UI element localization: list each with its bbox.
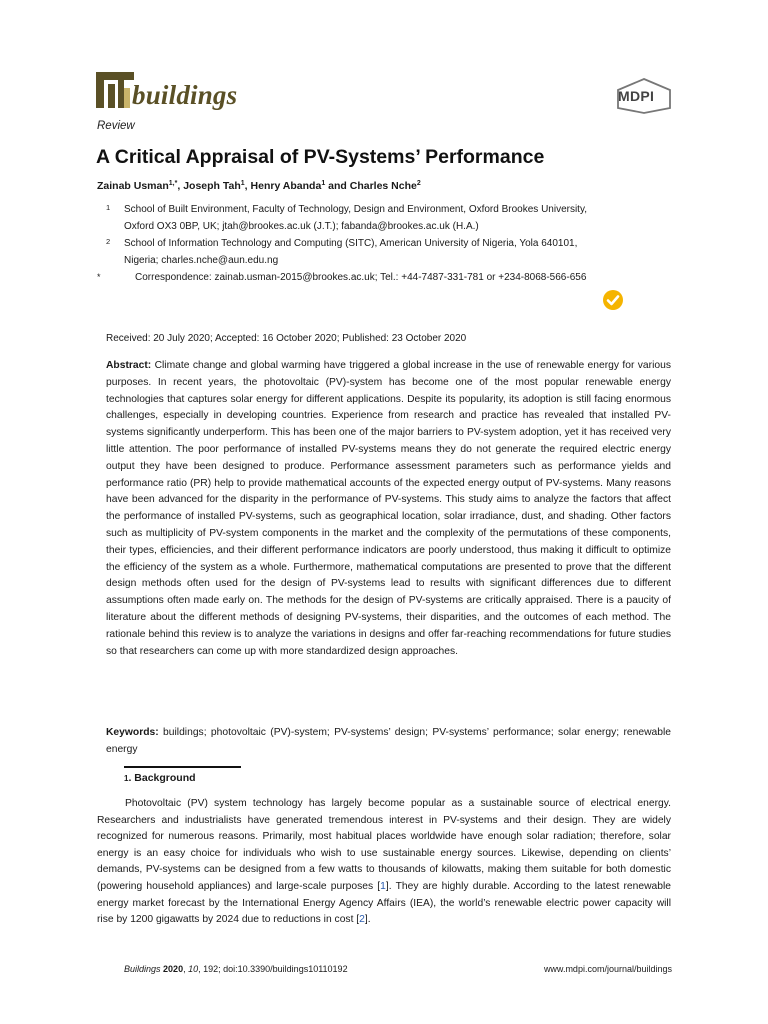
- author-affiliation-marker: 2: [416, 180, 421, 187]
- footer-journal: Buildings: [124, 964, 161, 974]
- section-number: 1: [124, 774, 129, 783]
- paper-title: A Critical Appraisal of PV-Systems’ Performance: [96, 146, 545, 168]
- publisher-name: MDPI: [618, 88, 655, 104]
- author-affiliation-marker: 1,*: [168, 180, 178, 187]
- affiliation-line: School of Built Environment, Faculty of Technology, Design and Environment, Oxford Brookes University,: [124, 204, 587, 215]
- correspondence-marker: *: [97, 272, 101, 282]
- abstract-text: Climate change and global warming have triggered a global increase in the use of renewable energy for various purposes. In recent years, the photovoltaic (PV)-system has become one of the most popular renewable energy technologies that captures solar energy for different applications. Despite its popularity, its adoption is still facing enormous challenges, especially in developing countries. Experience from research and practice has revealed that installed PV-systems significantly underperform. This has been one of the major barriers to PV-system adoption, yet it has received very little attention. The poor performance of installed PV-systems means they do not generate the required electric energy output they have been designed to produce. Performance assessment parameters such as performance yields and performance ratio (PR) help to provide mathematical accounts of the expected energy output of PV-systems. Many reasons have been advanced for the disparity in the performance of PV-systems. This study aims to analyze the factors that affect the performance of installed PV-systems, such as geographical location, solar irradiance, dust, and shading. Other factors such as multiplicity of PV-system components in the market and the complexity of the permutations of these components, their types, efficiencies, and their different performance indicators are poorly understood, thus making it difficult to optimize the efficiency of the system as a whole. Furthermore, mathematical computations are presented to prove that the different design methods often used for the design of PV-systems lead to results with significant differences due to different assumptions often made early on. The methods for the design of PV-systems are critically appraised. There is a paucity of literature about the different methods of designing PV-systems, their disparities, and the outcomes of each method. The rationale behind this review is to analyze the variations in designs and offer far-reaching recommendations for future studies so that researchers can come up with more standardized design approaches.: [106, 360, 671, 657]
- section-heading: [124, 772, 196, 784]
- footer-volume: 10: [188, 964, 199, 974]
- keywords: [106, 725, 671, 759]
- author-separator: ,: [177, 180, 184, 192]
- citation-footer: Buildings 2020, 10, 192; doi:10.3390/buildings10110192: [124, 964, 348, 974]
- buildings-logo-icon: [96, 70, 134, 110]
- article-type: Review: [97, 120, 135, 132]
- correspondence: [97, 269, 717, 286]
- body-text-segment: ]. They are highly durable. According to the latest renewable energy market forecast by the International Energy Agency Affairs (IEA), the world’s renewable electric power capacity will rise by 1200 gigawatts by 2024 due to reductions in cost [: [97, 880, 671, 926]
- affiliation-number: 2: [106, 237, 111, 246]
- body-paragraph: [97, 796, 671, 929]
- author-separator: and: [325, 180, 350, 192]
- author-affiliation-marker: 1: [321, 180, 326, 187]
- author-name: Henry Abanda: [250, 180, 322, 192]
- affiliation-line: School of Information Technology and Computing (SITC), American University of Nigeria, Yola 640101,: [124, 238, 578, 249]
- affiliation-line: Nigeria; charles.nche@aun.edu.ng: [124, 255, 279, 266]
- keywords-label: Keywords:: [106, 727, 159, 738]
- keywords-text: buildings; photovoltaic (PV)-system; PV-systems’ design; PV-systems’ performance; solar energy; renewable energy: [106, 727, 671, 755]
- author-separator: ,: [244, 180, 251, 192]
- correspondence-text: Correspondence: zainab.usman-2015@brookes.ac.uk; Tel.: +44-7487-331-781 or +234-8068-566-656: [135, 272, 587, 283]
- reference-link[interactable]: 1: [380, 880, 386, 892]
- body-text-segment: Photovoltaic (PV) system technology has largely become popular as a sustainable source of electrical energy. Researchers and industrialists have generated tremendous interest in PV-systems and their design. They are widely recognized for numerous reasons. Primarily, most habitual places worldwide have enough solar radiation; therefore, solar energy is an easy choice for individuals who wish to use sustainable energy sources. Likewise, depending on clients’ demands, PV-systems can be designed from a few watts to thousands of kilowatts, making them suitable for both domestic (powering household appliances) and large-scale purposes [: [97, 798, 671, 892]
- affiliation-1: [106, 201, 706, 235]
- abstract-label: Abstract:: [106, 360, 152, 371]
- publication-dates: Received: 20 July 2020; Accepted: 16 October 2020; Published: 23 October 2020: [106, 333, 467, 344]
- reference-link[interactable]: 2: [359, 914, 365, 926]
- section-title: . Background: [128, 772, 196, 784]
- footer-year: 2020: [163, 964, 184, 974]
- author-affiliation-marker: 1: [240, 180, 245, 187]
- abstract: [106, 358, 671, 660]
- journal-url[interactable]: www.mdpi.com/journal/buildings: [543, 964, 672, 974]
- journal-name: buildings: [132, 80, 238, 110]
- affiliation-number: 1: [106, 203, 111, 212]
- author-list: [97, 180, 421, 192]
- journal-logo: [96, 70, 276, 114]
- publisher-logo: [616, 78, 672, 114]
- author-name: Charles Nche: [349, 180, 417, 192]
- body-text-segment: ].: [364, 914, 371, 926]
- section-divider: [124, 766, 241, 768]
- affiliation-line: Oxford OX3 0BP, UK; jtah@brookes.ac.uk (J.T.); fabanda@brookes.ac.uk (H.A.): [124, 221, 479, 232]
- affiliation-2: [106, 235, 706, 269]
- footer-doi: , 192; doi:10.3390/buildings10110192: [198, 964, 348, 974]
- check-for-updates-icon[interactable]: [601, 288, 625, 312]
- author-name: Zainab Usman: [97, 180, 169, 192]
- author-name: Joseph Tah: [183, 180, 241, 192]
